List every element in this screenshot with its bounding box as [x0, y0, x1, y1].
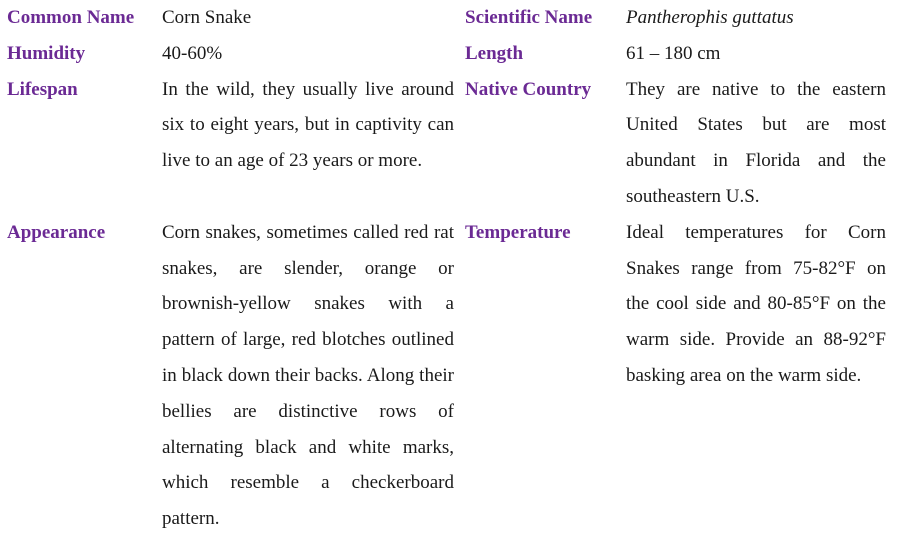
value-scientific-name: Pantherophis guttatus — [626, 7, 794, 28]
label-scientific-name: Scientific Name — [465, 7, 593, 28]
table-row-lifespan — [0, 72, 904, 215]
label-lifespan: Lifespan — [7, 78, 78, 100]
value-common-name: Corn Snake — [162, 7, 252, 28]
value-native-country: They are native to the eastern United States but are most abundant in Florida and the southeastern U.S. — [626, 78, 886, 207]
table-row-common-name — [0, 0, 904, 36]
label-common-name: Common Name — [7, 7, 135, 28]
value-length: 61 – 180 cm — [626, 42, 721, 64]
label-humidity: Humidity — [7, 42, 86, 64]
table-row-appearance — [0, 215, 904, 537]
label-length: Length — [465, 42, 524, 64]
value-appearance: Corn snakes, sometimes called red rat snakes, are slender, orange or brownish-yellow snakes with a pattern of large, red blotches outlined in black down their backs. Along their bellies are distinctive rows of alternating black and white marks, which resemble a checkerboard pattern. — [162, 221, 454, 530]
value-temperature: Ideal temperatures for Corn Snakes range from 75-82°F on the cool side and 80-85°F on the warm side. Provide an 88-92°F basking area on the warm side. — [626, 221, 886, 386]
label-native-country: Native Country — [465, 78, 592, 100]
value-lifespan: In the wild, they usually live around six to eight years, but in captivity can live to an age of 23 years or more. — [162, 78, 454, 172]
label-temperature: Temperature — [465, 221, 571, 243]
label-appearance: Appearance — [7, 221, 106, 243]
value-humidity: 40-60% — [162, 42, 223, 64]
table-row-humidity — [0, 36, 904, 72]
